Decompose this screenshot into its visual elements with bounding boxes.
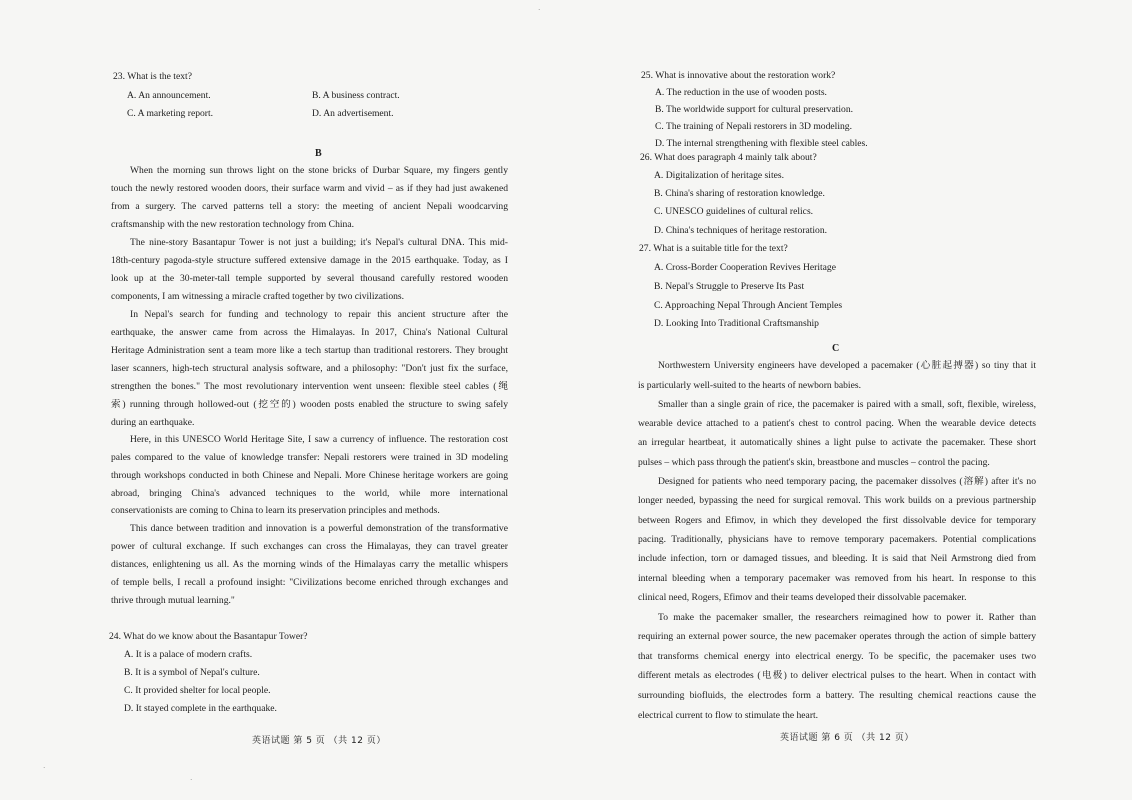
passage-b-line: Heritage Administration sent a team more like a tech startup than traditional restorers. They brought	[111, 345, 508, 356]
q26-option-b: B. China's sharing of restoration knowledge.	[654, 188, 825, 199]
passage-c-line: longer needed, bypassing the need for surgical removal. This work builds on a previous partnership	[638, 495, 1036, 506]
passage-c-line: an irregular heartbeat, it automatically shines a light pulse to activate the pacemaker. These short	[638, 437, 1036, 448]
q26-option-d: D. China's techniques of heritage restoration.	[654, 225, 828, 236]
passage-b-line: The nine-story Basantapur Tower is not just a building; it's Nepal's cultural DNA. This mid-	[130, 237, 508, 248]
passage-b-line: laser scanners, high-tech structural analysis software, and a philosophy: "Don't just fix the surface,	[111, 363, 508, 374]
passage-b-line: during an earthquake.	[111, 417, 195, 428]
passage-b-line: This dance between tradition and innovation is a powerful demonstration of the transformative	[130, 523, 508, 534]
passage-b-line: pales compared to the value of knowledge transfer: Nepali restorers were trained in 3D modeling	[111, 452, 508, 463]
passage-b-line: look up at the 30-meter-tall temple supported by several thousand carefully restored wooden	[111, 273, 508, 284]
passage-c-line: that transforms chemical energy into electrical energy. To be specific, the pacemaker uses two	[638, 651, 1036, 662]
passage-b-line: abroad, bringing China's advanced techniques to the world, while more international	[111, 488, 508, 499]
passage-c-line: Northwestern University engineers have developed a pacemaker (心脏起搏器) so tiny that it	[658, 360, 1036, 371]
passage-c-line: different metals as electrodes (电极) to deliver electrical pulses to the heart. When in contact with	[638, 670, 1036, 681]
passage-c-line: include infection, torn or damaged tissues, and bleeding. It is said that Neil Armstrong died from	[638, 553, 1036, 564]
passage-b-line: 18th-century pagoda-style structure suffered extensive damage in the 2015 earthquake. Today, as I	[111, 255, 508, 266]
scan-speck: ·	[538, 6, 541, 14]
passage-c-line: To make the pacemaker smaller, the researchers reimagined how to power it. Rather than	[658, 612, 1036, 623]
q23-option-d: D. An advertisement.	[312, 108, 394, 119]
passage-c-line: pacing. Traditionally, physicians have to remove temporary pacemakers. Potential complications	[638, 534, 1036, 545]
passage-c-line: between Rogers and Efimov, in which they developed the first dissolvable device for temporary	[638, 515, 1036, 526]
q24-option-a: A. It is a palace of modern crafts.	[124, 649, 253, 660]
passage-b-line: conservationists are coming to China to learn its preservation principles and methods.	[111, 505, 440, 516]
passage-c-line: wearable device attached to a patient's chest to control pacing. When the wearable device detects	[638, 418, 1036, 429]
q26-option-c: C. UNESCO guidelines of cultural relics.	[654, 206, 814, 217]
passage-c-line: internal bleeding when a temporary pacemaker was removed from his heart. In response to this	[638, 573, 1036, 584]
passage-b-line: craftsmanship with the new restoration technology from China.	[111, 219, 354, 230]
passage-c-line: is particularly well-suited to the hearts of newborn babies.	[638, 380, 861, 391]
q27-option-a: A. Cross-Border Cooperation Revives Heritage	[654, 262, 836, 273]
question-24: 24. What do we know about the Basantapur Tower?	[109, 631, 308, 642]
q23-option-b: B. A business contract.	[312, 90, 400, 101]
question-26: 26. What does paragraph 4 mainly talk about?	[640, 152, 817, 163]
q24-option-d: D. It stayed complete in the earthquake.	[124, 703, 277, 714]
scan-speck: ·	[190, 776, 193, 784]
passage-b-line: In Nepal's search for funding and technology to repair this ancient structure after the	[130, 309, 508, 320]
passage-b-line: When the morning sun throws light on the stone bricks of Durbar Square, my fingers gently	[130, 165, 508, 176]
passage-c-line: electrical current to flow to stimulate the heart.	[638, 710, 819, 721]
q23-option-a: A. An announcement.	[127, 90, 211, 101]
passage-c-line: pulses – which pass through the patient's skin, breastbone and muscles – control the pacing.	[638, 457, 990, 468]
passage-b-line: through workshops conducted in both Chinese and Nepali. More Chinese heritage workers are going	[111, 470, 508, 481]
question-23: 23. What is the text?	[113, 71, 192, 82]
passage-b-line: 索) running through hollowed-out (挖空的) wooden posts enabled the structure to swing safely	[111, 399, 508, 410]
passage-c-line: requiring an external power source, the new pacemaker operates through the action of simple battery	[638, 631, 1036, 642]
passage-b-line: components, I am witnessing a miracle crafted together by two civilizations.	[111, 291, 405, 302]
passage-c-line: Smaller than a single grain of rice, the pacemaker is paired with a small, soft, flexible, wireless,	[658, 399, 1036, 410]
page-footer-5: 英语试题 第 5 页 （共 12 页）	[252, 736, 386, 746]
q27-option-c: C. Approaching Nepal Through Ancient Temples	[654, 300, 843, 311]
scan-speck: ·	[43, 764, 46, 772]
question-25: 25. What is innovative about the restoration work?	[641, 70, 836, 81]
passage-b-line: thrive through mutual learning."	[111, 595, 235, 606]
q23-option-c: C. A marketing report.	[127, 108, 214, 119]
passage-b-line: distances, enlightening us all. As the morning winds of the Himalayas carry the metallic whispers	[111, 559, 508, 570]
passage-b-line: of temple bells, I recall a profound insight: "Civilizations become enriched through exchanges and	[111, 577, 508, 588]
section-c-label: C	[832, 343, 840, 354]
q25-option-c: C. The training of Nepali restorers in 3D modeling.	[655, 121, 852, 132]
passage-c-line: surrounding biofluids, the electrodes form a battery. The resulting chemical reactions cause the	[638, 690, 1036, 701]
passage-b-line: earthquake, the answer came from across the Himalayas. In 2017, China's National Cultural	[111, 327, 508, 338]
page-footer-6: 英语试题 第 6 页 （共 12 页）	[780, 733, 914, 743]
q25-option-b: B. The worldwide support for cultural preservation.	[655, 104, 854, 115]
passage-c-line: Designed for patients who need temporary pacing, the pacemaker dissolves (溶解) after it's no	[658, 476, 1036, 487]
question-27: 27. What is a suitable title for the text?	[639, 243, 788, 254]
passage-c-line: clinical need, Rogers, Efimov and their teams developed their dissolvable pacemaker.	[638, 592, 967, 603]
passage-b-line: power of cultural exchange. If such exchanges can cross the Himalayas, they can travel greater	[111, 541, 508, 552]
passage-b-line: from a surgery. The carved patterns tell a story: the meeting of ancient Nepali woodcarving	[111, 201, 508, 212]
section-b-label: B	[315, 148, 322, 159]
q24-option-b: B. It is a symbol of Nepal's culture.	[124, 667, 260, 678]
q24-option-c: C. It provided shelter for local people.	[124, 685, 271, 696]
right-page	[566, 0, 1132, 800]
passage-b-line: Here, in this UNESCO World Heritage Site, I saw a currency of influence. The restoration cost	[130, 434, 508, 445]
q27-option-d: D. Looking Into Traditional Craftsmanship	[654, 318, 819, 329]
passage-b-line: strengthen the bones." The most revolutionary intervention went unseen: flexible steel cables (绳	[111, 381, 508, 392]
q25-option-d: D. The internal strengthening with flexible steel cables.	[655, 138, 868, 149]
passage-b-line: touch the newly restored wooden doors, their surface warm and vivid – as if they had just awakened	[111, 183, 508, 194]
q27-option-b: B. Nepal's Struggle to Preserve Its Past	[654, 281, 805, 292]
q26-option-a: A. Digitalization of heritage sites.	[654, 170, 785, 181]
q25-option-a: A. The reduction in the use of wooden posts.	[655, 87, 827, 98]
